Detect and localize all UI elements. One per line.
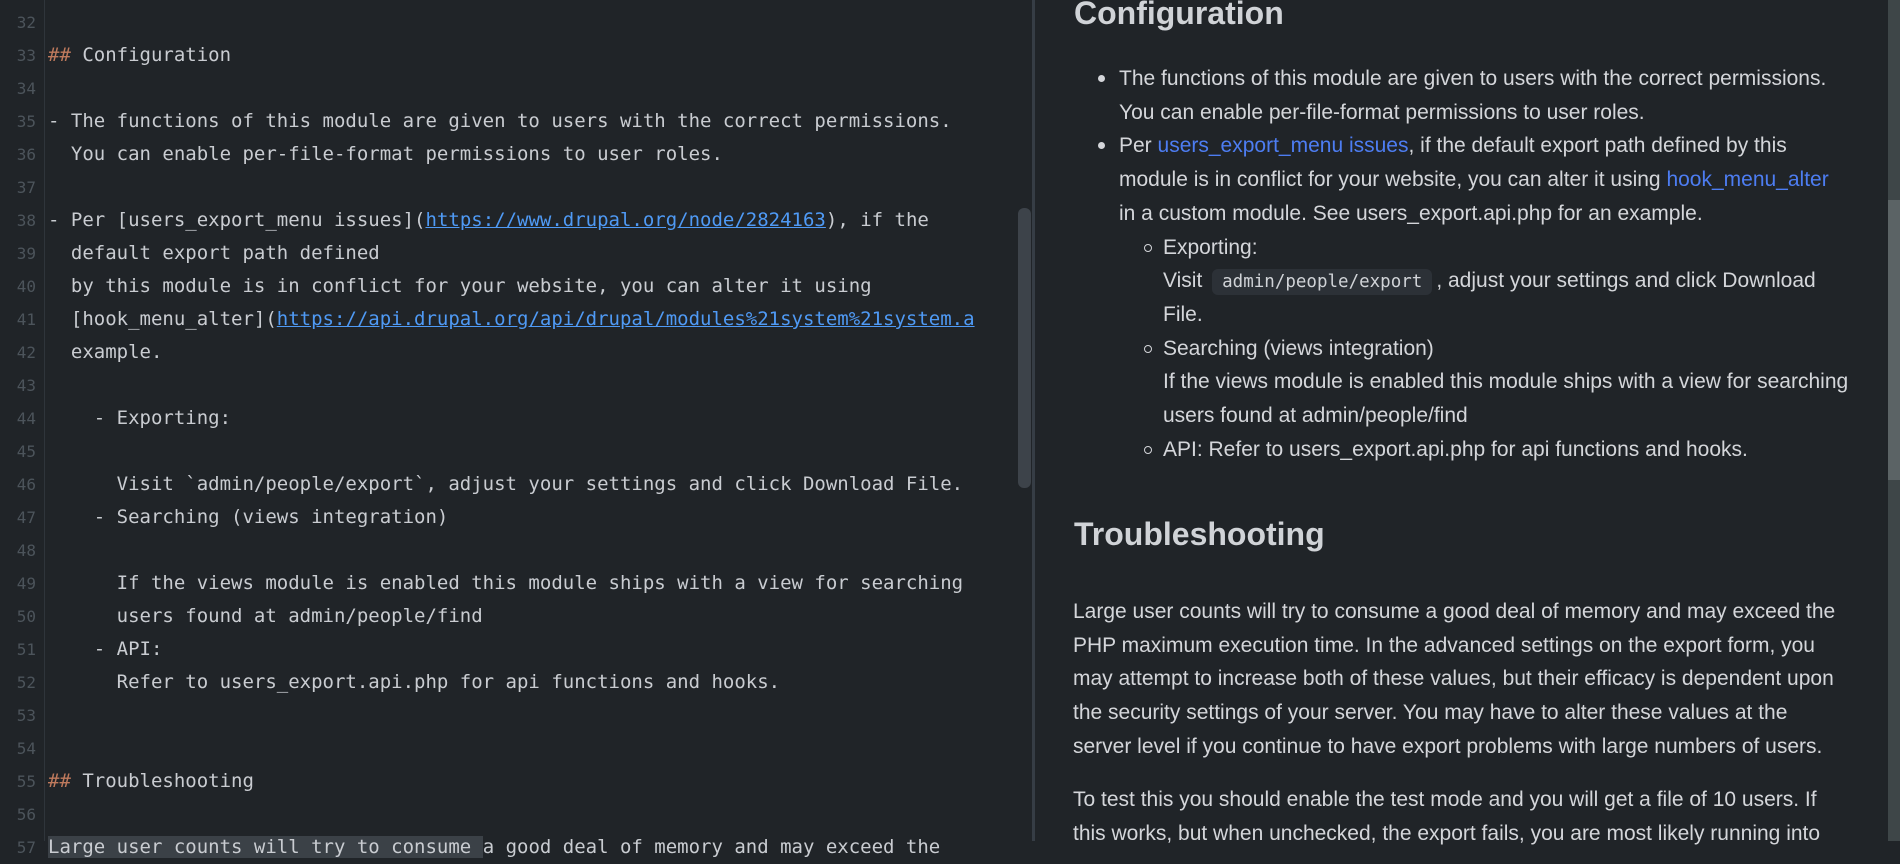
preview-list-line: The functions of this module are given to users with the correct permissions. (1119, 67, 1827, 90)
line-number: 51 (16, 640, 36, 659)
preview-list-line: module is in conflict for your website, you can alter it using hook_menu_alter (1119, 168, 1829, 192)
editor-line[interactable] (0, 699, 1032, 732)
editor-line[interactable] (0, 666, 1032, 699)
line-number: 38 (16, 211, 36, 230)
editor-line-text: ## Configuration (48, 44, 232, 66)
line-number: 39 (16, 244, 36, 263)
line-number: 41 (16, 310, 36, 329)
editor-line[interactable] (0, 336, 1032, 369)
line-number: 35 (16, 112, 36, 131)
bullet-marker (1098, 142, 1105, 149)
editor-line[interactable] (0, 501, 1032, 534)
editor-line-text: - The functions of this module are given to users with the correct permissions. (48, 110, 952, 132)
preview-list-line: If the views module is enabled this module ships with a view for searching (1163, 370, 1849, 394)
line-number: 40 (16, 277, 36, 296)
editor-line[interactable] (0, 369, 1032, 402)
editor-line[interactable] (0, 435, 1032, 468)
line-number: 56 (16, 805, 36, 824)
preview-paragraph-line: PHP maximum execution time. In the advanced settings on the export form, you (1073, 633, 1815, 657)
line-number: 33 (16, 46, 36, 65)
editor-line-text: - API: (48, 638, 163, 660)
editor-line-text: ## Troubleshooting (48, 770, 254, 792)
line-number: 48 (16, 541, 36, 560)
editor-scrollbar-thumb[interactable] (1018, 208, 1031, 488)
editor-line-text: Visit `admin/people/export`, adjust your settings and click Download File. (48, 473, 964, 495)
editor-line-text: Large user counts will try to consume a good deal of memory and may exceed the (48, 836, 941, 858)
line-number: 45 (16, 442, 36, 461)
line-number: 57 (16, 838, 36, 857)
editor-line[interactable] (0, 138, 1032, 171)
hyperlink[interactable]: https://www.drupal.org/node/2824163 (425, 209, 826, 231)
text-selection: Large user counts will try to consume (48, 836, 483, 858)
hyperlink[interactable]: users_export_menu issues (1157, 134, 1409, 158)
preview-list-line: File. (1163, 302, 1203, 326)
preview-paragraph-line: To test this you should enable the test mode and you will get a file of 10 users. If (1073, 788, 1817, 811)
preview-list-line: Exporting: (1163, 235, 1258, 259)
editor-line[interactable] (0, 600, 1032, 633)
editor-line[interactable] (0, 204, 1032, 237)
preview-heading-configuration: Configuration (1074, 0, 1284, 31)
editor-line[interactable] (0, 72, 1032, 105)
editor-line-text: If the views module is enabled this module ships with a view for searching (48, 572, 964, 594)
line-number: 50 (16, 607, 36, 626)
md-heading-marker: ## (48, 770, 71, 792)
editor-line[interactable] (0, 105, 1032, 138)
editor-line[interactable] (0, 633, 1032, 666)
line-number: 43 (16, 376, 36, 395)
line-number: 47 (16, 508, 36, 527)
preview-list-line: users found at admin/people/find (1163, 404, 1468, 427)
line-number: 37 (16, 178, 36, 197)
line-number: 53 (16, 706, 36, 725)
editor-line[interactable] (0, 534, 1032, 567)
editor-line-text: Refer to users_export.api.php for api functions and hooks. (48, 671, 781, 693)
line-number: 49 (16, 574, 36, 593)
preview-list-line: Per users_export_menu issues, if the default export path defined by this (1119, 134, 1787, 158)
preview-paragraph-line: may attempt to increase both of these values, but their efficacy is dependent upon (1073, 667, 1834, 691)
editor-line[interactable] (0, 468, 1032, 501)
editor-line-text: - Exporting: (48, 407, 232, 429)
line-number: 55 (16, 772, 36, 791)
preview-list-line: API: Refer to users_export.api.php for api functions and hooks. (1163, 437, 1748, 461)
editor-line[interactable] (0, 798, 1032, 831)
hyperlink[interactable]: https://api.drupal.org/api/drupal/modules%21system%21system.a (276, 308, 975, 330)
line-number: 44 (16, 409, 36, 428)
preview-paragraph-line: the security settings of your server. You may have to alter these values at the (1073, 701, 1788, 725)
line-number: 34 (16, 79, 36, 98)
bullet-marker (1144, 244, 1152, 252)
inline-code-chip: admin/people/export (1212, 269, 1432, 295)
bullet-marker (1144, 345, 1152, 353)
preview-list-line: Searching (views integration) (1163, 336, 1434, 360)
hyperlink[interactable]: hook_menu_alter (1666, 168, 1829, 192)
bullet-marker (1098, 75, 1105, 82)
bullet-marker (1144, 446, 1152, 454)
preview-list-line: in a custom module. See users_export.api.php for an example. (1119, 201, 1703, 225)
preview-paragraph-line: server level if you continue to have export problems with large numbers of users. (1073, 734, 1823, 758)
preview-heading-troubleshooting: Troubleshooting (1074, 516, 1325, 552)
window-scrollbar-thumb[interactable] (1888, 200, 1900, 480)
markdown-preview-pane (1035, 0, 1888, 845)
editor-line[interactable] (0, 765, 1032, 798)
line-number: 54 (16, 739, 36, 758)
editor-line[interactable] (0, 171, 1032, 204)
window-scrollbar-track[interactable] (1888, 0, 1900, 841)
editor-line-text: [hook_menu_alter](https://api.drupal.org/api/drupal/modules%21system%21system.a (48, 308, 975, 330)
editor-line-text: - Per [users_export_menu issues](https://www.drupal.org/node/2824163), if the (48, 209, 929, 231)
editor-line[interactable] (0, 567, 1032, 600)
md-heading-marker: ## (48, 44, 71, 66)
editor-line-text: You can enable per-file-format permissions to user roles. (48, 143, 723, 165)
editor-line[interactable] (0, 732, 1032, 765)
editor-line[interactable] (0, 6, 1032, 39)
line-number: 36 (16, 145, 36, 164)
line-number: 46 (16, 475, 36, 494)
editor-line-text: default export path defined (48, 242, 380, 264)
preview-list-line: Visit admin/people/export , adjust your settings and click Download (1163, 264, 1816, 298)
editor-line[interactable] (0, 303, 1032, 336)
preview-list-line: You can enable per-file-format permissions to user roles. (1119, 100, 1645, 124)
preview-paragraph-line: this works, but when unchecked, the export fails, you are most likely running into (1073, 821, 1821, 845)
editor-line-text: users found at admin/people/find (48, 605, 483, 627)
editor-line[interactable] (0, 39, 1032, 72)
preview-paragraph-line: Large user counts will try to consume a good deal of memory and may exceed the (1073, 600, 1836, 623)
editor-line-text: example. (48, 341, 163, 363)
editor-line[interactable] (0, 402, 1032, 435)
line-number: 42 (16, 343, 36, 362)
line-number: 32 (16, 13, 36, 32)
editor-line[interactable] (0, 237, 1032, 270)
line-number: 52 (16, 673, 36, 692)
editor-line-text: - Searching (views integration) (48, 506, 449, 528)
editor-line[interactable] (0, 831, 1032, 864)
editor-line[interactable] (0, 270, 1032, 303)
editor-line-text: by this module is in conflict for your website, you can alter it using (48, 275, 872, 297)
